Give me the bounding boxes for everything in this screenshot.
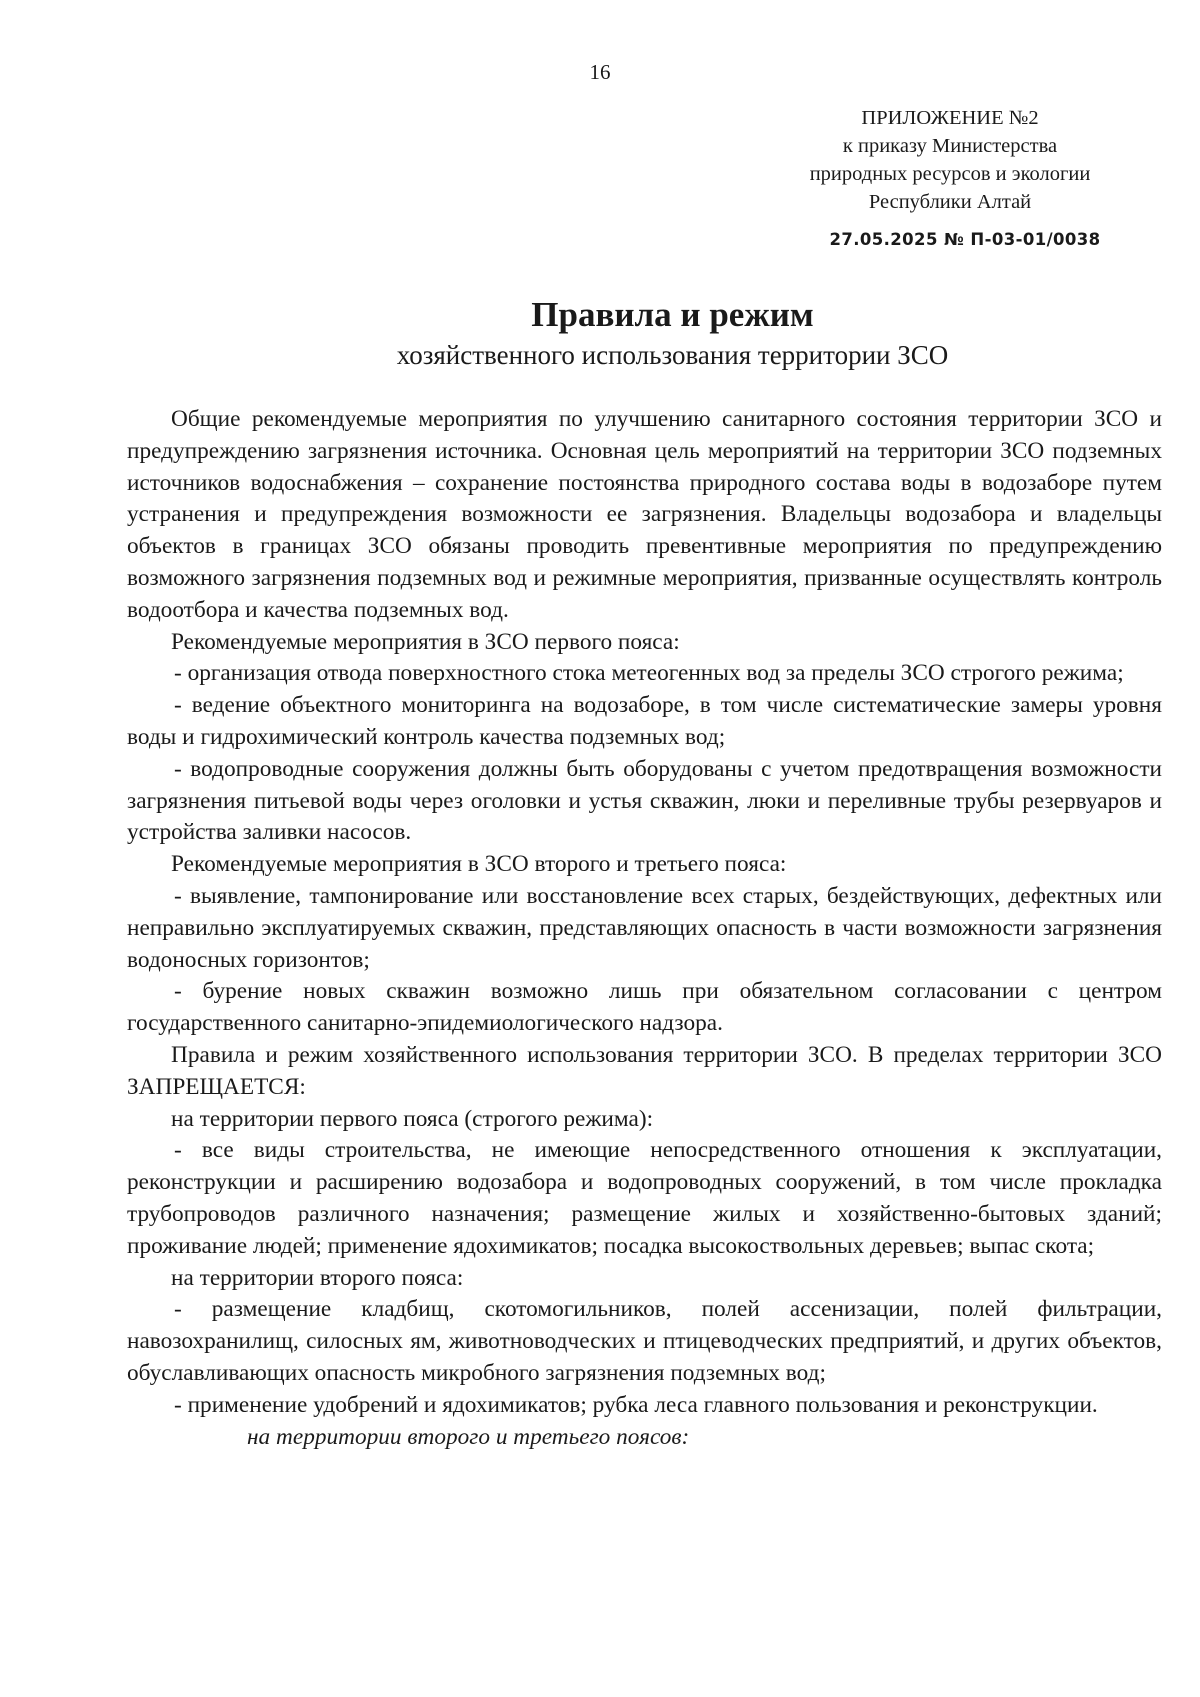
list-item: - бурение новых скважин возможно лишь при обязательном согласовании с центром государственного санитарно-эпидемиологического надзора. — [127, 978, 1162, 1037]
list-item: - все виды строительства, не имеющие непосредственного отношения к эксплуатации, реконструкции и расширению водозабора и водопроводных сооружений, в том числе прокладка трубопроводов различного назначения; размещение жилых и хозяйственно-бытовых зданий; проживание людей; применение ядохимикатов; посадка высокоствольных деревьев; выпас скота; — [127, 1137, 1162, 1259]
appendix-line: Республики Алтай — [868, 191, 1032, 213]
appendix-header — [760, 104, 1140, 216]
list-item: - применение удобрений и ядохимикатов; рубка леса главного пользования и реконструкции. — [174, 1391, 1098, 1418]
paragraph: Рекомендуемые мероприятия в ЗСО первого пояса: — [171, 628, 680, 655]
appendix-line: природных ресурсов и экологии — [809, 163, 1091, 185]
document-subtitle: хозяйственного использования территории ЗСО — [396, 340, 949, 370]
order-reference: 27.05.2025 № П-03-01/0038 — [829, 230, 1101, 249]
list-item: - размещение кладбищ, скотомогильников, полей ассенизации, полей фильтрации, навозохранилищ, силосных ям, животноводческих и птицеводческих предприятий, и других объектов, обуславливающих опасность микробного загрязнения подземных вод; — [127, 1296, 1162, 1386]
paragraph: на территории первого пояса (строгого режима): — [171, 1105, 654, 1132]
list-item: - ведение объектного мониторинга на водозаборе, в том числе систематические замеры уровня воды и гидрохимический контроль качества подземных вод; — [127, 692, 1162, 750]
document-title: Правила и режим — [531, 295, 814, 334]
list-item: - выявление, тампонирование или восстановление всех старых, бездействующих, дефектных или неправильно эксплуатируемых скважин, представляющих опасность в части возможности загрязнения водоносных горизонтов; — [127, 882, 1162, 973]
appendix-title: ПРИЛОЖЕНИЕ №2 — [861, 107, 1039, 129]
appendix-line: к приказу Министерства — [842, 135, 1058, 157]
page-number: 16 — [589, 60, 611, 84]
paragraph: Рекомендуемые мероприятия в ЗСО второго и третьего пояса: — [171, 851, 787, 878]
document-body — [127, 404, 1162, 1453]
paragraph: на территории второго пояса: — [171, 1264, 464, 1291]
paragraph: Общие рекомендуемые мероприятия по улучшению санитарного состояния территории ЗСО и предупреждению загрязнения источника. Основная цель мероприятий на территории ЗСО подземных источников водоснабжения – сохранение постоянства природного состава воды в водозаборе путем устранения и предупреждения возможности ее загрязнения. Владельцы водозабора и владельцы объектов в границах ЗСО обязаны проводить превентивные мероприятия по предупреждению возможного загрязнения подземных вод и режимные мероприятия, призванные осуществлять контроль водоотбора и качества подземных вод. — [127, 406, 1162, 623]
list-item: - водопроводные сооружения должны быть оборудованы с учетом предотвращения возможности загрязнения питьевой воды через оголовки и устья скважин, люки и переливные трубы резервуаров и устройства заливки насосов. — [127, 755, 1162, 846]
section-heading-italic: на территории второго и третьего поясов: — [247, 1423, 690, 1450]
list-item: - организация отвода поверхностного стока метеогенных вод за пределы ЗСО строгого режима; — [174, 660, 1124, 687]
paragraph: Правила и режим хозяйственного использования территории ЗСО. В пределах территории ЗСО ЗАПРЕЩАЕТСЯ: — [127, 1041, 1162, 1100]
